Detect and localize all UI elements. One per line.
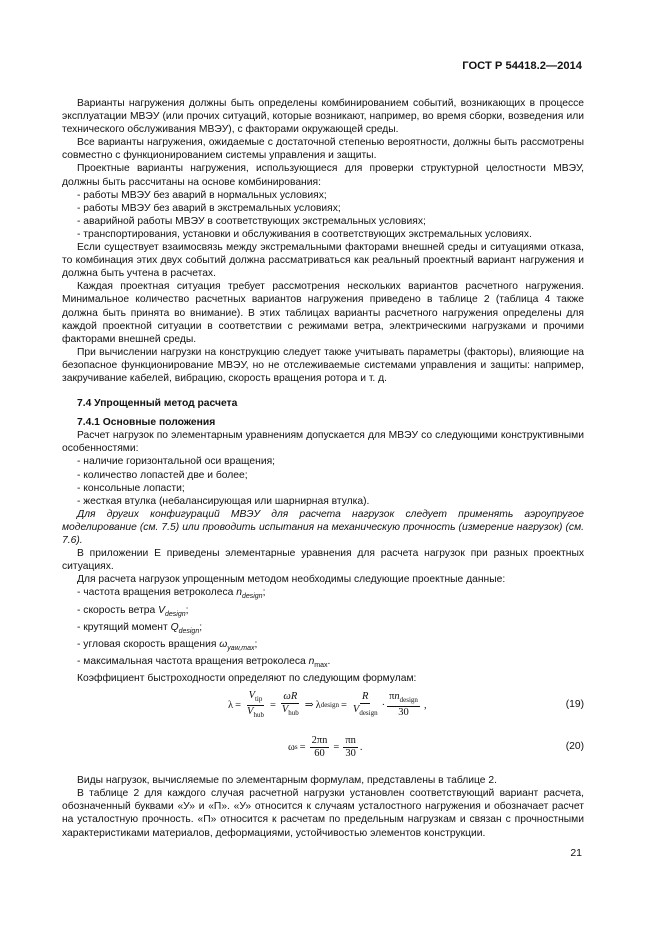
paragraph: Виды нагрузок, вычисляемые по элементарным формулам, представлены в таблице 2. — [77, 775, 497, 787]
page-body — [62, 97, 584, 840]
list-item: - крутящий момент $Q_{design}$; — [77, 621, 203, 635]
paragraph: Коэффициент быстроходности определяют по следующим формулам: — [77, 673, 417, 685]
paragraph: Для расчета нагрузок упрощенным методом необходимы следующие проектные данные: — [77, 574, 506, 586]
paragraph: В приложении Е приведены элементарные уравнения для расчета нагрузок при разных проектных ситуациях. — [62, 548, 584, 573]
paragraph: Все варианты нагружения, ожидаемые с достаточной степенью вероятности, должны быть рассмотрены совместно с функционированием системы управления и защиты. — [62, 137, 584, 162]
subsection-heading: 7.4.1 Основные положения — [77, 417, 216, 429]
list-item: - угловая скорость вращения $\omega_{yaw,max}$; — [77, 638, 258, 652]
list-item: - консольные лопасти; — [77, 482, 185, 494]
italic-note: Для других конфигураций МВЭУ для расчета нагрузок следует применять аэроупругое моделирование (см. 7.5) или проводить испытания на механическую прочность (измерение нагрузок) (см. 7.6). — [62, 508, 584, 546]
paragraph: При вычислении нагрузки на конструкцию следует также учитывать параметры (факторы), влияющие на безопасное функционирование МВЭУ, но не отслеживаемые системами управления и защиты: например, закручивание кабелей, вибрацию, скорость вращения ротора и т. д. — [62, 346, 584, 384]
list-item: - максимальная частота вращения ветроколеса $n_{max}$. — [77, 655, 331, 669]
paragraph: Варианты нагружения должны быть определены комбинированием событий, возникающих в процессе эксплуатации МВЭУ (или прочих ситуаций, которые возникают, например, во время сборки, возведения или технического обслуживания МВЭУ), с факторами окружающей среды. — [62, 98, 584, 136]
list-item: - транспортирования, установки и обслуживания в соответствующих экстремальных условиях. — [77, 228, 532, 240]
paragraph: Расчет нагрузок по элементарным уравнениям допускается для МВЭУ со следующими конструктивными особенностями: — [62, 430, 584, 455]
list-item: - работы МВЭУ без аварий в нормальных условиях; — [77, 189, 327, 201]
list-item: - наличие горизонтальной оси вращения; — [77, 456, 276, 468]
document-header: ГОСТ Р 54418.2—2014 — [462, 60, 582, 72]
list-item: - скорость ветра $V_{design}$; — [77, 604, 189, 618]
formula-number: (19) — [565, 699, 584, 711]
list-item: - аварийной работы МВЭУ в соответствующих экстремальных условиях; — [77, 215, 426, 227]
list-item: - частота вращения ветроколеса $n_{design}$; — [77, 587, 266, 601]
section-heading: 7.4 Упрощенный метод расчета — [77, 398, 238, 410]
formula-20: ω s = $\frac{2\pi n}{60}$ = $\frac{\pi n}{30}$ . (20) — [288, 734, 584, 759]
formula-19: λ = $\frac{V_{tip}}{V_{hub}}$ = $\frac{\omega R}{V_{hub}}$ ⇒ λ design = $\frac{R}{V_{design}}$ · $\frac{\pi n_{design}}{30}$ , (19) — [228, 689, 584, 719]
paragraph: В таблице 2 для каждого случая расчетной нагрузки установлен соответствующий вариант расчета, обозначенный буквами «У» и «П». «У» относится к случаям усталостного нагружения и обозначает расчет на усталостную прочность. «П» относится к расчетам по предельным нагрузкам и связан с прочностными характеристиками материалов, деформациями, устойчивостью элементов конструкции. — [62, 788, 584, 839]
list-item: - работы МВЭУ без аварий в экстремальных условиях; — [77, 202, 341, 214]
paragraph: Проектные варианты нагружения, использующиеся для проверки структурной целостности МВЭУ, должны быть рассчитаны на основе комбинирования: — [62, 163, 584, 188]
formula-number: (20) — [565, 741, 584, 753]
list-item: - жесткая втулка (небалансирующая или шарнирная втулка). — [77, 495, 370, 507]
list-item: - количество лопастей две и более; — [77, 469, 248, 481]
paragraph: Каждая проектная ситуация требует рассмотрения нескольких вариантов расчетного нагружения. Минимальное количество расчетных вариантов нагружения приведено в таблице 2 (таблица 4 также должна быть принята во внимание). В этих таблицах варианты расчетного нагружения определены для каждой проектной ситуации в соответствии с режимами ветра, электрическими нагрузками и прочими факторами внешней среды. — [62, 281, 584, 345]
paragraph: Если существует взаимосвязь между экстремальными факторами внешней среды и ситуациями отказа, то комбинация этих двух событий должна рассматриваться как реальный проектный вариант нагружения и должна быть учтена в расчетах. — [62, 242, 584, 280]
page-number: 21 — [570, 847, 582, 859]
